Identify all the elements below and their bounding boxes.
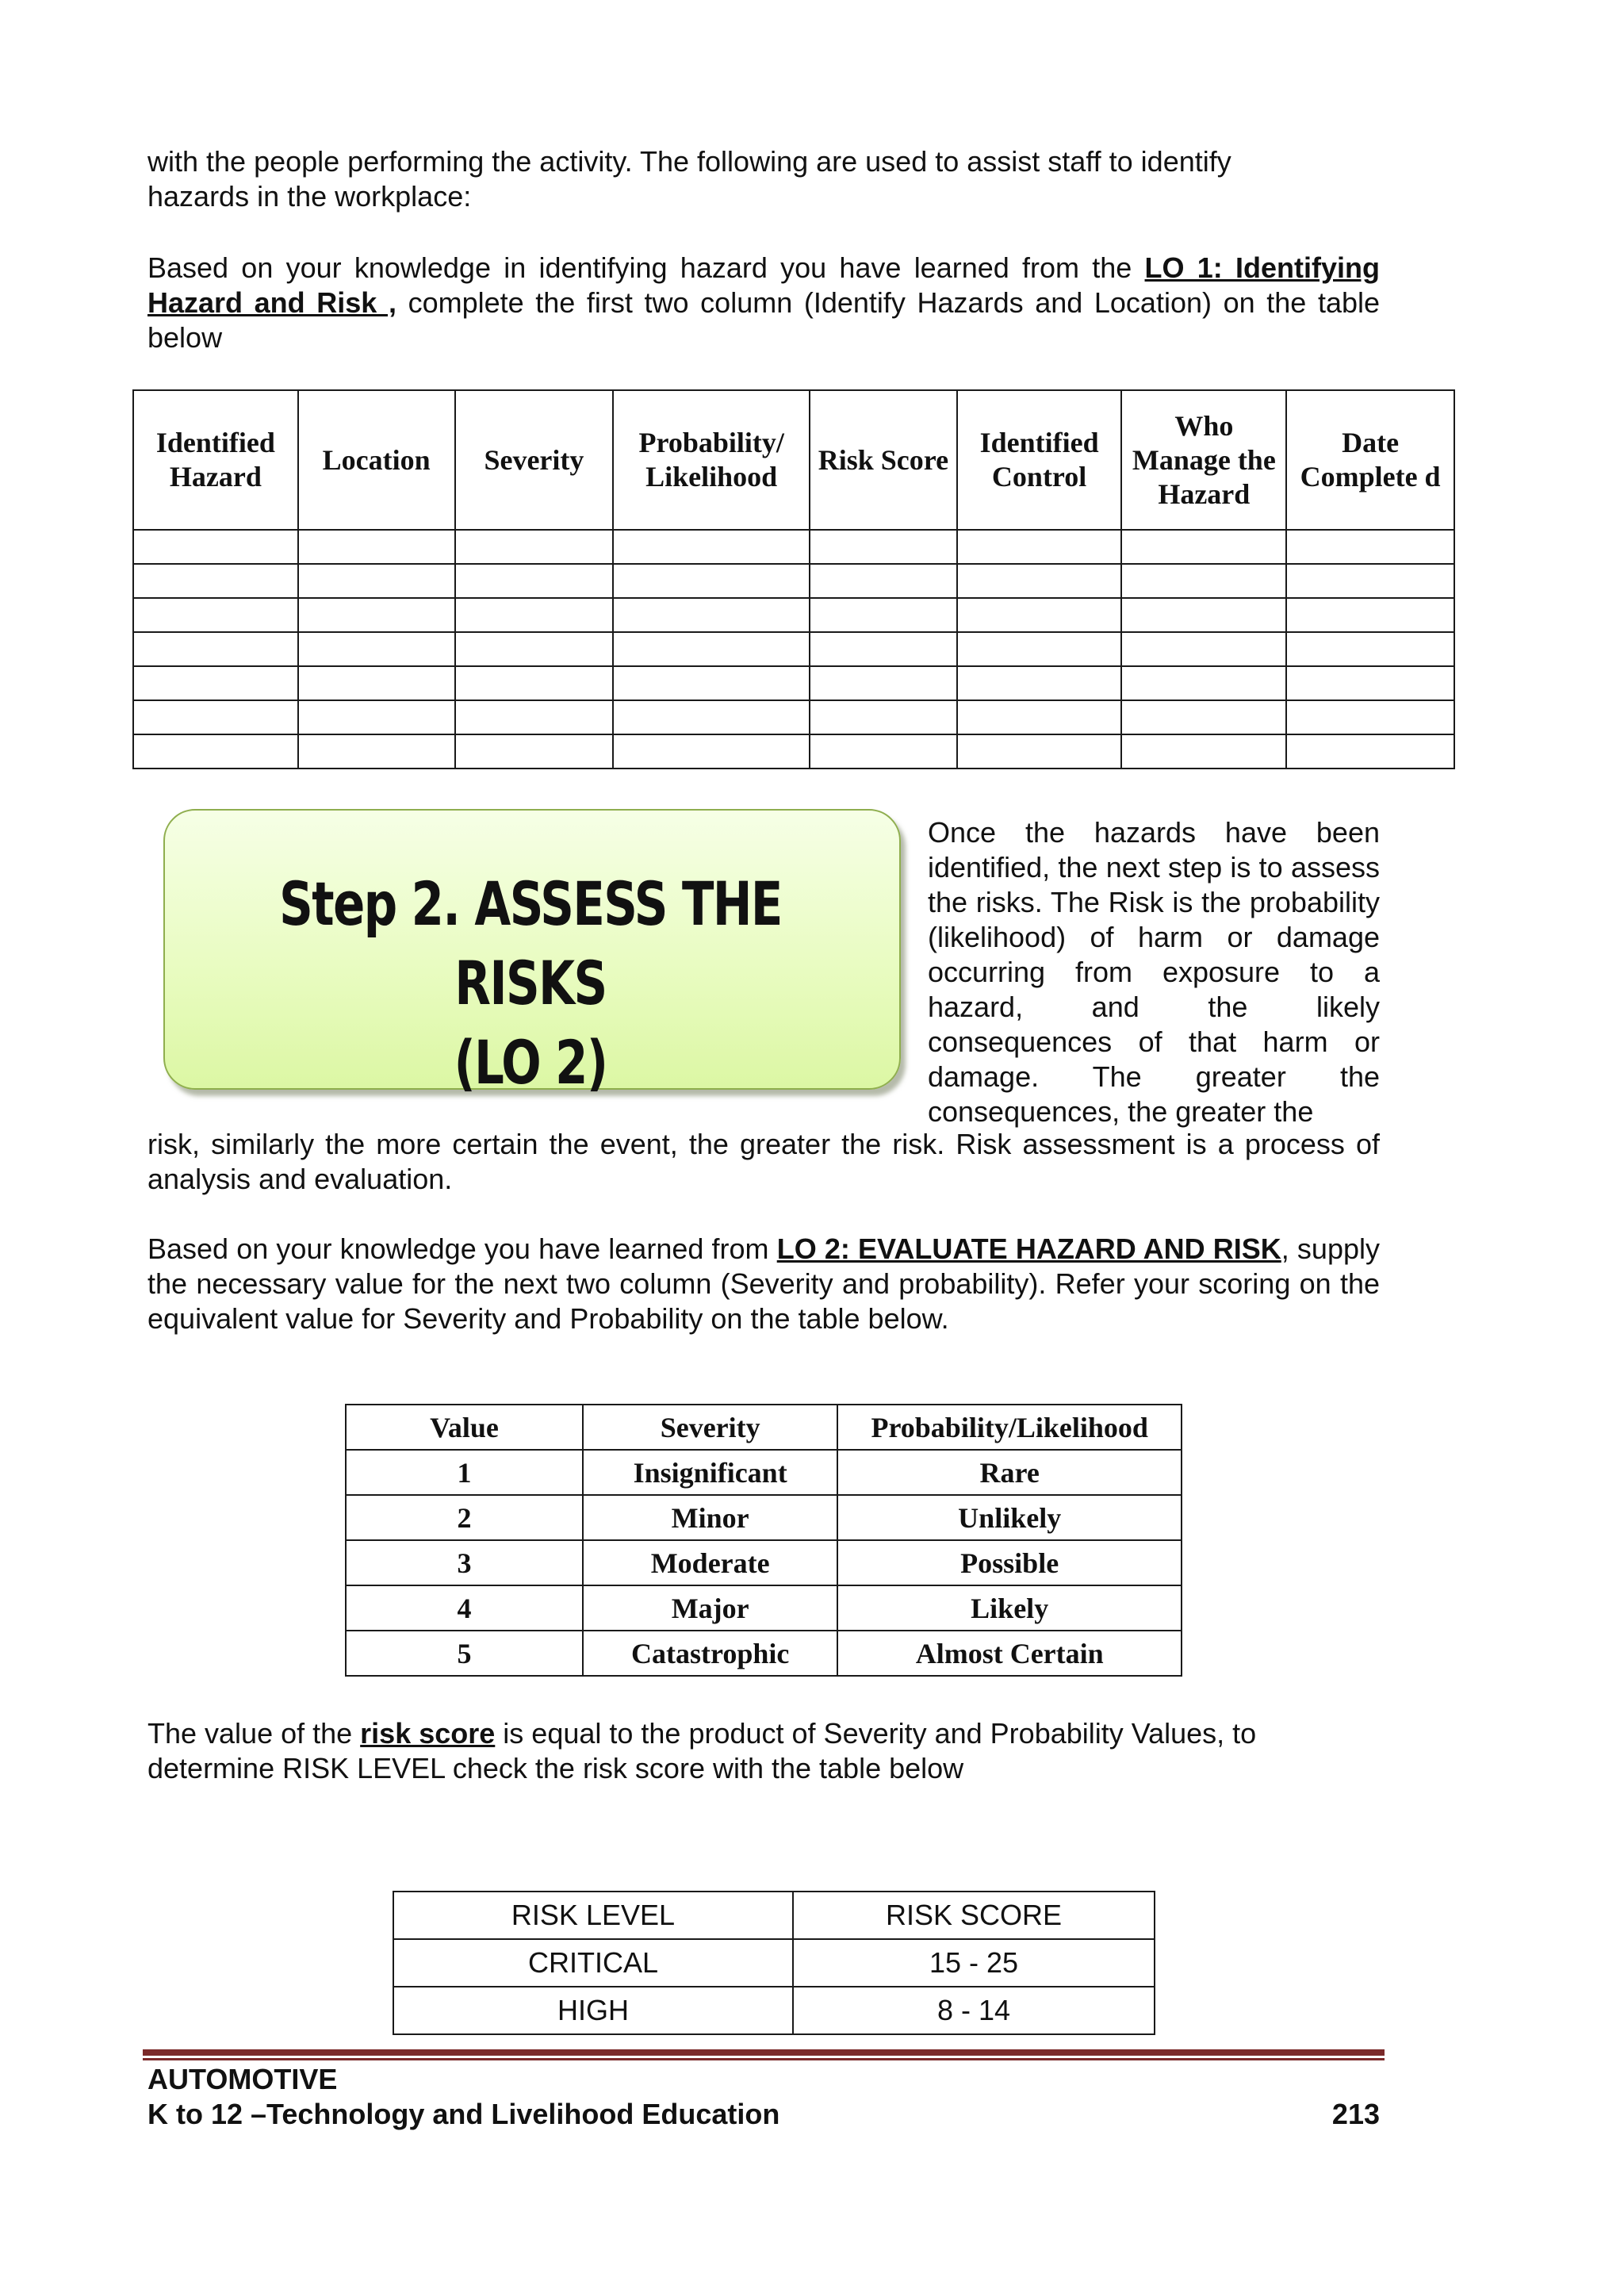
table-cell[interactable] bbox=[810, 530, 957, 564]
probability-cell: Unlikely bbox=[837, 1495, 1182, 1540]
severity-cell: Moderate bbox=[583, 1540, 837, 1585]
risk-score-cell: 15 - 25 bbox=[793, 1939, 1155, 1987]
risk-assessment-side-text: Once the hazards have been identified, the next step is to assess the risks. The Risk is the probability (likelihood) of harm or damage occurring from exposure to a hazard, and the likely consequences of that harm or damage. The greater the consequences, the greater the bbox=[928, 816, 1380, 1128]
header-risk-score: Risk Score bbox=[810, 390, 957, 530]
table-row bbox=[133, 666, 1454, 700]
table-cell[interactable] bbox=[613, 632, 810, 666]
table-row bbox=[133, 598, 1454, 632]
table-cell[interactable] bbox=[455, 598, 614, 632]
table-cell[interactable] bbox=[298, 530, 455, 564]
step-2-heading bbox=[244, 864, 817, 1102]
table-cell[interactable] bbox=[957, 632, 1122, 666]
header-date-completed: Date Complete d bbox=[1286, 390, 1454, 530]
table-row bbox=[346, 1540, 1182, 1585]
value-cell: 4 bbox=[346, 1585, 583, 1631]
header-severity: Severity bbox=[455, 390, 614, 530]
instruction-lo1-post: complete the first two column (Identify Hazards and Location) on the table below bbox=[147, 286, 1381, 354]
risk-score-paragraph bbox=[147, 1716, 1380, 1786]
table-row bbox=[133, 530, 1454, 564]
table-cell[interactable] bbox=[1121, 598, 1286, 632]
severity-cell: Minor bbox=[583, 1495, 837, 1540]
lo1-reference-link: LO 1: Identifying Hazard and Risk , bbox=[147, 251, 1380, 319]
table-row bbox=[393, 1987, 1155, 2034]
table-cell[interactable] bbox=[957, 700, 1122, 734]
instruction-lo1-pre: Based on your knowledge in identifying hazard you have learned from the bbox=[147, 251, 1145, 284]
value-cell: 3 bbox=[346, 1540, 583, 1585]
table-row bbox=[346, 1585, 1182, 1631]
risk-level-table bbox=[393, 1891, 1155, 2035]
table-cell[interactable] bbox=[957, 666, 1122, 700]
instruction-lo2-pre: Based on your knowledge you have learned from bbox=[147, 1232, 777, 1265]
table-cell[interactable] bbox=[810, 734, 957, 769]
risk-assessment-continuation: risk, similarly the more certain the event, the greater the risk. Risk assessment is a process of analysis and evaluation. bbox=[147, 1128, 1380, 1195]
lo2-reference-link: LO 2: EVALUATE HAZARD AND RISK bbox=[776, 1232, 1281, 1265]
table-row bbox=[133, 632, 1454, 666]
table-cell[interactable] bbox=[613, 598, 810, 632]
table-cell[interactable] bbox=[133, 666, 298, 700]
table-cell[interactable] bbox=[133, 598, 298, 632]
table-cell[interactable] bbox=[957, 598, 1122, 632]
table-cell[interactable] bbox=[1121, 632, 1286, 666]
table-cell[interactable] bbox=[1286, 632, 1454, 666]
value-cell: 1 bbox=[346, 1450, 583, 1495]
table-row bbox=[346, 1405, 1182, 1450]
risk-score-post: is equal to the product of Severity and Probability Values, to determine RISK LEVEL check the risk score with the table below bbox=[147, 1717, 1257, 1784]
table-cell[interactable] bbox=[133, 734, 298, 769]
table-row bbox=[393, 1892, 1155, 1939]
table-cell[interactable] bbox=[613, 530, 810, 564]
instruction-paragraph-lo2 bbox=[147, 1232, 1380, 1336]
table-cell[interactable] bbox=[1286, 734, 1454, 769]
table-cell[interactable] bbox=[613, 666, 810, 700]
intro-line-1: with the people performing the activity. The following are used to assist staff to identify bbox=[147, 145, 1231, 178]
header-risk-level: RISK LEVEL bbox=[393, 1892, 793, 1939]
table-cell[interactable] bbox=[455, 530, 614, 564]
probability-cell: Likely bbox=[837, 1585, 1182, 1631]
table-cell[interactable] bbox=[957, 734, 1122, 769]
hazard-table-header-row bbox=[133, 390, 1454, 530]
table-cell[interactable] bbox=[298, 564, 455, 598]
header-identified-control: Identified Control bbox=[957, 390, 1122, 530]
table-row bbox=[346, 1450, 1182, 1495]
instruction-lo2-post: , supply the necessary value for the next two column (Severity and probability). Refer your scoring on the equivalent value for Severity and Probability on the table below. bbox=[147, 1232, 1380, 1335]
hazard-identification-table bbox=[132, 389, 1455, 769]
table-row bbox=[346, 1495, 1182, 1540]
severity-probability-table bbox=[345, 1404, 1182, 1677]
table-cell[interactable] bbox=[133, 564, 298, 598]
table-cell[interactable] bbox=[613, 564, 810, 598]
table-cell[interactable] bbox=[133, 530, 298, 564]
header-probability: Probability/ Likelihood bbox=[613, 390, 810, 530]
step-2-heading-line-1: Step 2. ASSESS THE RISKS bbox=[279, 868, 782, 1018]
table-cell[interactable] bbox=[298, 632, 455, 666]
table-cell[interactable] bbox=[455, 564, 614, 598]
intro-text bbox=[147, 144, 1380, 214]
table-cell[interactable] bbox=[1286, 700, 1454, 734]
probability-cell: Almost Certain bbox=[837, 1631, 1182, 1676]
footer-program: K to 12 –Technology and Livelihood Education bbox=[147, 2098, 780, 2130]
footer-rule-thick bbox=[143, 2049, 1385, 2056]
severity-cell: Catastrophic bbox=[583, 1631, 837, 1676]
header-value: Value bbox=[346, 1405, 583, 1450]
probability-cell: Rare bbox=[837, 1450, 1182, 1495]
table-cell[interactable] bbox=[133, 700, 298, 734]
table-cell[interactable] bbox=[1121, 530, 1286, 564]
value-cell: 5 bbox=[346, 1631, 583, 1676]
table-cell[interactable] bbox=[455, 700, 614, 734]
table-cell[interactable] bbox=[957, 530, 1122, 564]
table-cell[interactable] bbox=[1121, 666, 1286, 700]
header-location: Location bbox=[298, 390, 455, 530]
table-row bbox=[133, 734, 1454, 769]
header-who-manage: Who Manage the Hazard bbox=[1121, 390, 1286, 530]
table-row bbox=[133, 564, 1454, 598]
table-cell[interactable] bbox=[810, 666, 957, 700]
table-cell[interactable] bbox=[455, 632, 614, 666]
table-cell[interactable] bbox=[810, 598, 957, 632]
risk-score-cell: 8 - 14 bbox=[793, 1987, 1155, 2034]
header-identified-hazard: Identified Hazard bbox=[133, 390, 298, 530]
probability-cell: Possible bbox=[837, 1540, 1182, 1585]
table-cell[interactable] bbox=[1286, 598, 1454, 632]
footer-rule-thin bbox=[143, 2058, 1385, 2060]
table-cell[interactable] bbox=[298, 598, 455, 632]
table-row bbox=[133, 700, 1454, 734]
table-cell[interactable] bbox=[455, 666, 614, 700]
risk-score-term: risk score bbox=[360, 1717, 496, 1750]
table-cell[interactable] bbox=[1121, 564, 1286, 598]
risk-level-cell: CRITICAL bbox=[393, 1939, 793, 1987]
risk-level-cell: HIGH bbox=[393, 1987, 793, 2034]
table-cell[interactable] bbox=[810, 700, 957, 734]
risk-score-pre: The value of the bbox=[147, 1717, 361, 1750]
table-cell[interactable] bbox=[1286, 666, 1454, 700]
table-cell[interactable] bbox=[613, 734, 810, 769]
table-cell[interactable] bbox=[298, 700, 455, 734]
table-cell[interactable] bbox=[957, 564, 1122, 598]
footer-subject: AUTOMOTIVE bbox=[147, 2063, 338, 2095]
table-cell[interactable] bbox=[298, 666, 455, 700]
header-severity: Severity bbox=[583, 1405, 837, 1450]
table-cell[interactable] bbox=[1286, 530, 1454, 564]
header-risk-score: RISK SCORE bbox=[793, 1892, 1155, 1939]
header-probability-likelihood: Probability/Likelihood bbox=[837, 1405, 1182, 1450]
page-number: 213 bbox=[1331, 2098, 1380, 2130]
table-cell[interactable] bbox=[1121, 700, 1286, 734]
severity-cell: Insignificant bbox=[583, 1450, 837, 1495]
table-cell[interactable] bbox=[1286, 564, 1454, 598]
value-cell: 2 bbox=[346, 1495, 583, 1540]
instruction-paragraph-lo1 bbox=[147, 251, 1380, 355]
table-row bbox=[346, 1631, 1182, 1676]
table-cell[interactable] bbox=[810, 632, 957, 666]
table-cell[interactable] bbox=[298, 734, 455, 769]
table-cell[interactable] bbox=[1121, 734, 1286, 769]
step-2-heading-line-2: (LO 2) bbox=[454, 1027, 607, 1098]
table-cell[interactable] bbox=[455, 734, 614, 769]
table-cell[interactable] bbox=[133, 632, 298, 666]
table-row bbox=[393, 1939, 1155, 1987]
severity-cell: Major bbox=[583, 1585, 837, 1631]
intro-line-2: hazards in the workplace: bbox=[147, 180, 472, 213]
table-cell[interactable] bbox=[810, 564, 957, 598]
table-cell[interactable] bbox=[613, 700, 810, 734]
